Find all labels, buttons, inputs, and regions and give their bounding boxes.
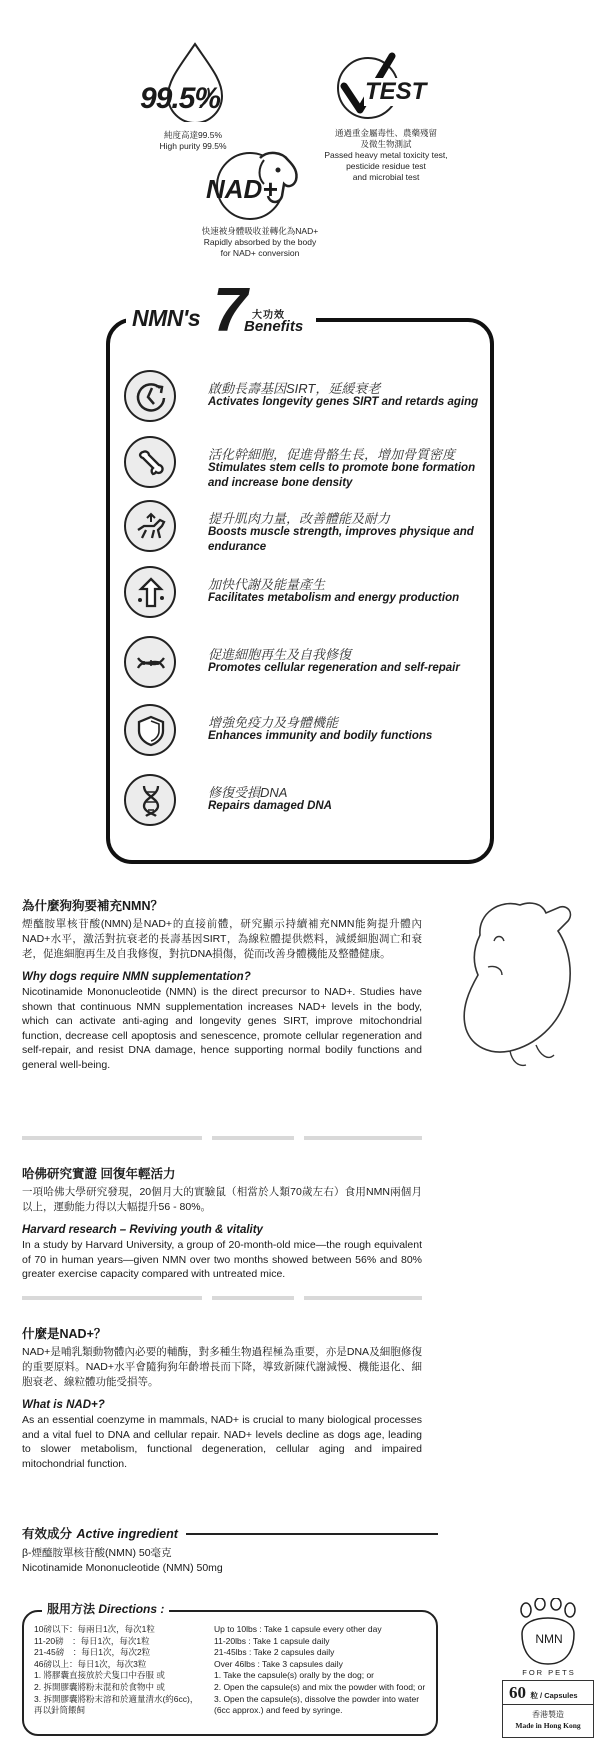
capsule-box-rule — [503, 1704, 593, 1705]
benefit-en: Activates longevity genes SIRT and retards aging — [208, 396, 479, 408]
ingredient-title-zh: 有效成分 — [22, 1527, 73, 1541]
ingredient-title — [22, 1524, 178, 1543]
why-title-zh: 為什麼狗狗要補充NMN？ — [22, 899, 163, 913]
benefit-zh: 提升肌肉力量，改善體能及耐力 — [208, 511, 391, 526]
dna-icon — [124, 774, 176, 826]
test-caption-zh-1: 通過重金屬毒性、農藥殘留 — [334, 128, 437, 138]
test-caption-en-1: Passed heavy metal toxicity test, — [324, 150, 448, 160]
directions-row: (6cc approx.) and feed by syringe. — [214, 1705, 343, 1716]
directions-zh-column — [34, 1624, 198, 1717]
benefit-en: Promotes cellular regeneration and self-repair — [208, 662, 460, 674]
directions-title-en: Directions : — [98, 1602, 165, 1616]
why-body-en: Nicotinamide Mononucleotide (NMN) is the direct precursor to NAD+. Studies have shown that continuous NMN supplementation increases NAD+ levels in the body, which can activate anti-aging and longevity genes SIRT, improve mitochondrial function, decrease cell apoptosis and senescence, promote cellular regeneration and self-repair, and resist DNA damage, hence supporting normal bodily functions and general well-being. — [22, 986, 422, 1071]
benefit-item-dna — [124, 774, 484, 830]
section-divider — [22, 1136, 422, 1140]
shield-icon — [124, 704, 176, 756]
ingredient-line-en: Nicotinamide Mononucleotide (NMN) 50mg — [22, 1562, 223, 1574]
benefit-en: Stimulates stem cells to promote bone formation and increase bone density — [208, 462, 476, 489]
nad-caption-en-2: for NAD+ conversion — [220, 248, 300, 258]
purity-caption-en: High purity 99.5% — [159, 141, 227, 151]
harvard-title-en: Harvard research – Reviving youth & vitality — [22, 1224, 263, 1236]
test-label: TEST — [365, 78, 427, 105]
directions-row: Over 46lbs : Take 3 capsules daily — [214, 1658, 343, 1669]
section-divider — [22, 1296, 422, 1300]
nad-label: NAD+ — [206, 174, 278, 204]
brand-logo-text: NMN — [535, 1632, 563, 1646]
benefits-title: NMN's — [132, 305, 201, 331]
benefit-item-longevity — [124, 370, 484, 426]
directions-title-zh: 服用方法 — [47, 1602, 96, 1616]
why-body-zh: 煙醯胺單核苷酸(NMN)是NAD+的直接前體，研究顯示持續補充NMN能夠提升體內NAD+水平，激活對抗衰老的長壽基因SIRT，為線粒體提供燃料，減緩細胞凋亡和衰老，促進細胞再生及自我修復，對抗DNA損傷，從而改善身體機能及整體健康。 — [22, 918, 422, 960]
benefit-zh: 修復受損DNA — [208, 785, 288, 800]
nad-caption-zh: 快速被身體吸收並轉化為NAD+ — [201, 226, 319, 236]
benefit-zh: 活化幹細胞，促進骨骼生長，增加骨質密度 — [208, 447, 456, 462]
directions-row: 3. Open the capsule(s), dissolve the powder into water — [214, 1693, 420, 1704]
benefit-en: Boosts muscle strength, improves physique and endurance — [208, 526, 474, 553]
made-in-zh: 香港製造 — [532, 1710, 564, 1719]
harvard-title-zh: 哈佛研究實證 回復年輕活力 — [22, 1167, 176, 1181]
benefit-en: Enhances immunity and bodily functions — [208, 730, 433, 742]
benefits-title-zh: 大功效 — [252, 310, 285, 321]
directions-row: 1. Take the capsule(s) orally by the dog; or — [214, 1670, 375, 1681]
purity-caption-zh: 純度高達99.5% — [163, 130, 223, 140]
benefit-item-metabolism — [124, 566, 484, 622]
benefit-item-regeneration — [124, 636, 484, 692]
clock-arrow-icon — [124, 370, 176, 422]
benefit-item-muscle — [124, 500, 484, 556]
ingredient-line-zh: β-煙醯胺單核苷酸(NMN) 50毫克 — [22, 1547, 172, 1559]
purity-value: 99.5% — [140, 82, 221, 115]
nad-title-zh: 什麼是NAD+？ — [22, 1327, 107, 1341]
directions-row: 3. 拆開膠囊將粉末溶和於適量清水(約6cc)， — [34, 1693, 199, 1704]
directions-row: 11-20lbs : Take 1 capsule daily — [214, 1635, 330, 1646]
directions-row: 21-45lbs : Take 2 capsules daily — [214, 1647, 335, 1658]
directions-row: 2. 拆開膠囊將粉末混和於食物中 或 — [34, 1681, 165, 1692]
nad-section — [22, 1324, 422, 1471]
benefit-zh: 增強免疫力及身體機能 — [208, 715, 339, 730]
capsule-count: 60 — [509, 1683, 526, 1702]
directions-row: 10磅以下：每兩日1次，每次1粒 — [34, 1624, 155, 1634]
directions-row: 1. 將膠囊直接放於犬隻口中吞服 或 — [34, 1670, 165, 1681]
bone-icon — [124, 436, 176, 488]
nad-body-en: As an essential coenzyme in mammals, NAD+ is crucial to many biological processes and a vital fuel to DNA and cellular repair. NAD+ levels decline as dogs age, leading to slower metabolism, functional degeneration, cellular aging and impaired mitochondrial function. — [22, 1414, 422, 1470]
test-caption-en-2: pesticide residue test — [346, 161, 426, 171]
benefit-zh: 促進細胞再生及自我修復 — [208, 647, 352, 662]
ingredient-rule — [186, 1533, 438, 1535]
benefit-en: Repairs damaged DNA — [208, 800, 332, 812]
directions-row: 11-20磅 ：每日1次，每次1粒 — [34, 1635, 150, 1646]
nad-body-zh: NAD+是哺乳類動物體內必要的輔酶，對多種生物過程極為重要，亦是DNA及細胞修復的重要原料。NAD+水平會隨狗狗年齡增長而下降，導致新陳代謝減慢、機能退化、細胞衰老、線粒體功能受損等。 — [22, 1346, 422, 1388]
directions-row: 46磅以上：每日1次，每次3粒 — [34, 1658, 147, 1669]
ingredient-title-en: Active ingredient — [76, 1527, 178, 1541]
benefits-number: 7 — [213, 276, 248, 345]
directions-row: 再以針筒餵飼 — [34, 1705, 86, 1716]
running-dog-icon — [124, 500, 176, 552]
directions-title — [42, 1600, 169, 1617]
why-title-en: Why dogs require NMN supplementation? — [22, 971, 251, 983]
made-in-en: Made in Hong Kong — [515, 1721, 581, 1730]
energy-arrow-icon — [124, 566, 176, 618]
benefits-title-en: Benefits — [244, 318, 304, 335]
capsule-count-box — [502, 1680, 594, 1738]
harvard-body-zh: 一項哈佛大學研究發現，20個月大的實驗鼠（相當於人類70歲左右）食用NMN兩個月以上，運動能力得以大幅提升56 - 80%。 — [22, 1186, 422, 1213]
harvard-section — [22, 1164, 422, 1282]
test-caption-en-3: and microbial test — [352, 172, 420, 182]
test-caption-zh-2: 及微生物測試 — [360, 139, 412, 149]
benefit-item-bone — [124, 436, 484, 492]
why-section — [22, 896, 422, 1072]
benefit-zh: 加快代謝及能量產生 — [208, 577, 326, 592]
brand-tagline: FOR PETS — [522, 1668, 576, 1677]
directions-row: Up to 10lbs : Take 1 capsule every other day — [214, 1624, 382, 1634]
cell-regeneration-icon — [124, 636, 176, 688]
nad-title-en: What is NAD+? — [22, 1399, 105, 1411]
nad-caption-en-1: Rapidly absorbed by the body — [203, 237, 317, 247]
benefit-zh: 啟動長壽基因SIRT，延緩衰老 — [208, 381, 381, 396]
harvard-body-en: In a study by Harvard University, a group of 20-month-old mice—the rough equivalent of 70 in human years—given NMN over two months showed between 56% and 80% greater exercise capacity compared with untreated mice. — [22, 1239, 422, 1280]
directions-row: 2. Open the capsule(s) and mix the powder with food; or — [214, 1681, 426, 1692]
capsule-count-line — [509, 1683, 578, 1703]
benefit-item-immunity — [124, 704, 484, 760]
ingredient-body — [22, 1546, 223, 1576]
benefit-en: Facilitates metabolism and energy production — [208, 592, 460, 604]
directions-en-column — [214, 1624, 425, 1717]
sitting-dog-illustration — [450, 895, 600, 1075]
directions-row: 21-45磅 ：每日1次，每次2粒 — [34, 1647, 151, 1658]
capsule-unit: 粒 / Capsules — [530, 1691, 578, 1700]
